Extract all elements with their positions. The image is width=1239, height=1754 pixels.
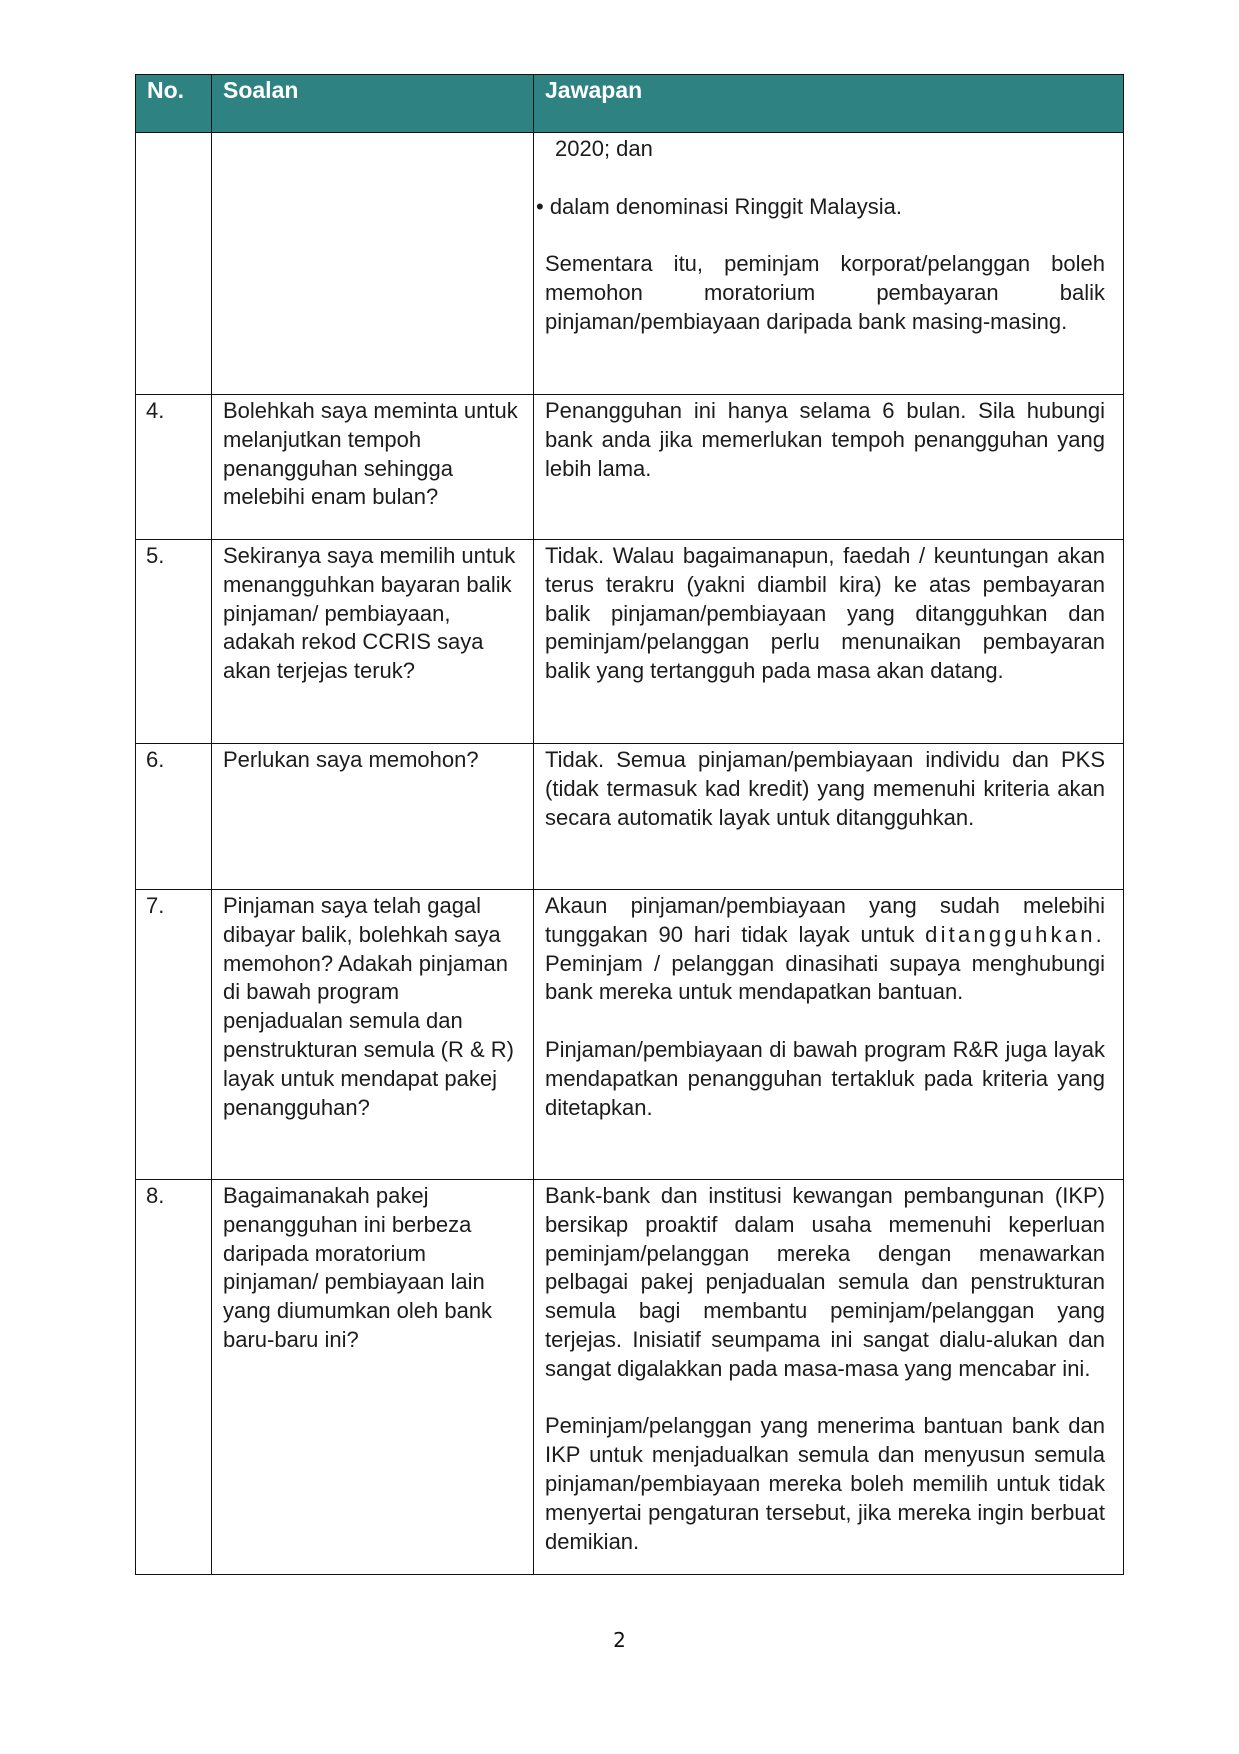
table-row — [136, 395, 1124, 540]
answer-bullet: • dalam denominasi Ringgit Malaysia. — [536, 193, 902, 219]
row-number — [136, 133, 212, 395]
table-header — [136, 75, 1124, 133]
header-no: No. — [136, 75, 212, 133]
answer-paragraph: Tidak. Walau bagaimanapun, faedah / keuntungan akan terus terakru (yakni diambil kira) ke atas pembayaran balik pinjaman/pembiayaan yang ditangguhkan dan peminjam/pelanggan perlu menunaikan pembayaran balik yang tertangguh pada masa akan datang. — [545, 543, 1105, 684]
row-number: 8. — [136, 1180, 212, 1575]
row-answer — [534, 395, 1124, 540]
row-question: Bolehkah saya meminta untuk melanjutkan tempoh penangguhan sehingga melebihi enam bulan? — [212, 395, 534, 540]
answer-paragraph: Bank-bank dan institusi kewangan pembangunan (IKP) bersikap proaktif dalam usaha memenuhi keperluan peminjam/pelanggan mereka dengan menawarkan pelbagai pakej penjadualan semula dan penstrukturan semula bagi membantu peminjam/pelanggan yang terjejas. Inisiatif seumpama ini sangat dialu-alukan dan sangat digalakkan pada masa-masa yang mencabar ini. — [545, 1183, 1105, 1381]
row-number: 6. — [136, 744, 212, 890]
table-row — [136, 540, 1124, 744]
answer-line: 2020; dan — [555, 136, 653, 161]
answer-paragraph: Akaun pinjaman/pembiayaan yang sudah melebihi tunggakan 90 hari tidak layak untuk ditangguhkan. Peminjam / pelanggan dinasihati supaya menghubungi bank mereka untuk mendapatkan bantuan. — [545, 893, 1105, 1005]
row-answer — [534, 890, 1124, 1180]
table-row — [136, 890, 1124, 1180]
header-answer: Jawapan — [534, 75, 1124, 133]
answer-paragraph: Tidak. Semua pinjaman/pembiayaan individu dan PKS (tidak termasuk kad kredit) yang memenuhi kriteria akan secara automatik layak untuk ditangguhkan. — [545, 747, 1105, 830]
row-number: 7. — [136, 890, 212, 1180]
faq-table — [135, 74, 1124, 1575]
table-row — [136, 744, 1124, 890]
answer-paragraph: Peminjam/pelanggan yang menerima bantuan bank dan IKP untuk menjadualkan semula dan menyusun semula pinjaman/pembiayaan mereka boleh memilih untuk tidak menyertai pengaturan tersebut, jika mereka ingin berbuat demikian. — [545, 1413, 1105, 1554]
row-answer — [534, 744, 1124, 890]
row-number: 5. — [136, 540, 212, 744]
row-question: Perlukan saya memohon? — [212, 744, 534, 890]
answer-paragraph: Pinjaman/pembiayaan di bawah program R&R juga layak mendapatkan penangguhan tertakluk pada kriteria yang ditetapkan. — [545, 1036, 1105, 1120]
row-answer — [534, 540, 1124, 744]
row-question: Pinjaman saya telah gagal dibayar balik, bolehkah saya memohon? Adakah pinjaman di bawah program penjadualan semula dan penstrukturan semula (R & R) layak untuk mendapat pakej penangguhan? — [212, 890, 534, 1180]
table-row — [136, 1180, 1124, 1575]
answer-paragraph: Penangguhan ini hanya selama 6 bulan. Sila hubungi bank anda jika memerlukan tempoh penangguhan yang lebih lama. — [545, 398, 1105, 481]
table-row-continued — [136, 133, 1124, 395]
row-question — [212, 133, 534, 395]
page-number: 2 — [613, 1628, 626, 1652]
answer-paragraph: Sementara itu, peminjam korporat/pelanggan boleh memohon moratorium pembayaran balik pinjaman/pembiayaan daripada bank masing-masing. — [545, 251, 1105, 334]
row-answer — [534, 133, 1124, 395]
row-number: 4. — [136, 395, 212, 540]
header-question: Soalan — [212, 75, 534, 133]
row-question: Sekiranya saya memilih untuk menangguhkan bayaran balik pinjaman/ pembiayaan, adakah rekod CCRIS saya akan terjejas teruk? — [212, 540, 534, 744]
row-question: Bagaimanakah pakej penangguhan ini berbeza daripada moratorium pinjaman/ pembiayaan lain yang diumumkan oleh bank baru-baru ini? — [212, 1180, 534, 1575]
row-answer — [534, 1180, 1124, 1575]
